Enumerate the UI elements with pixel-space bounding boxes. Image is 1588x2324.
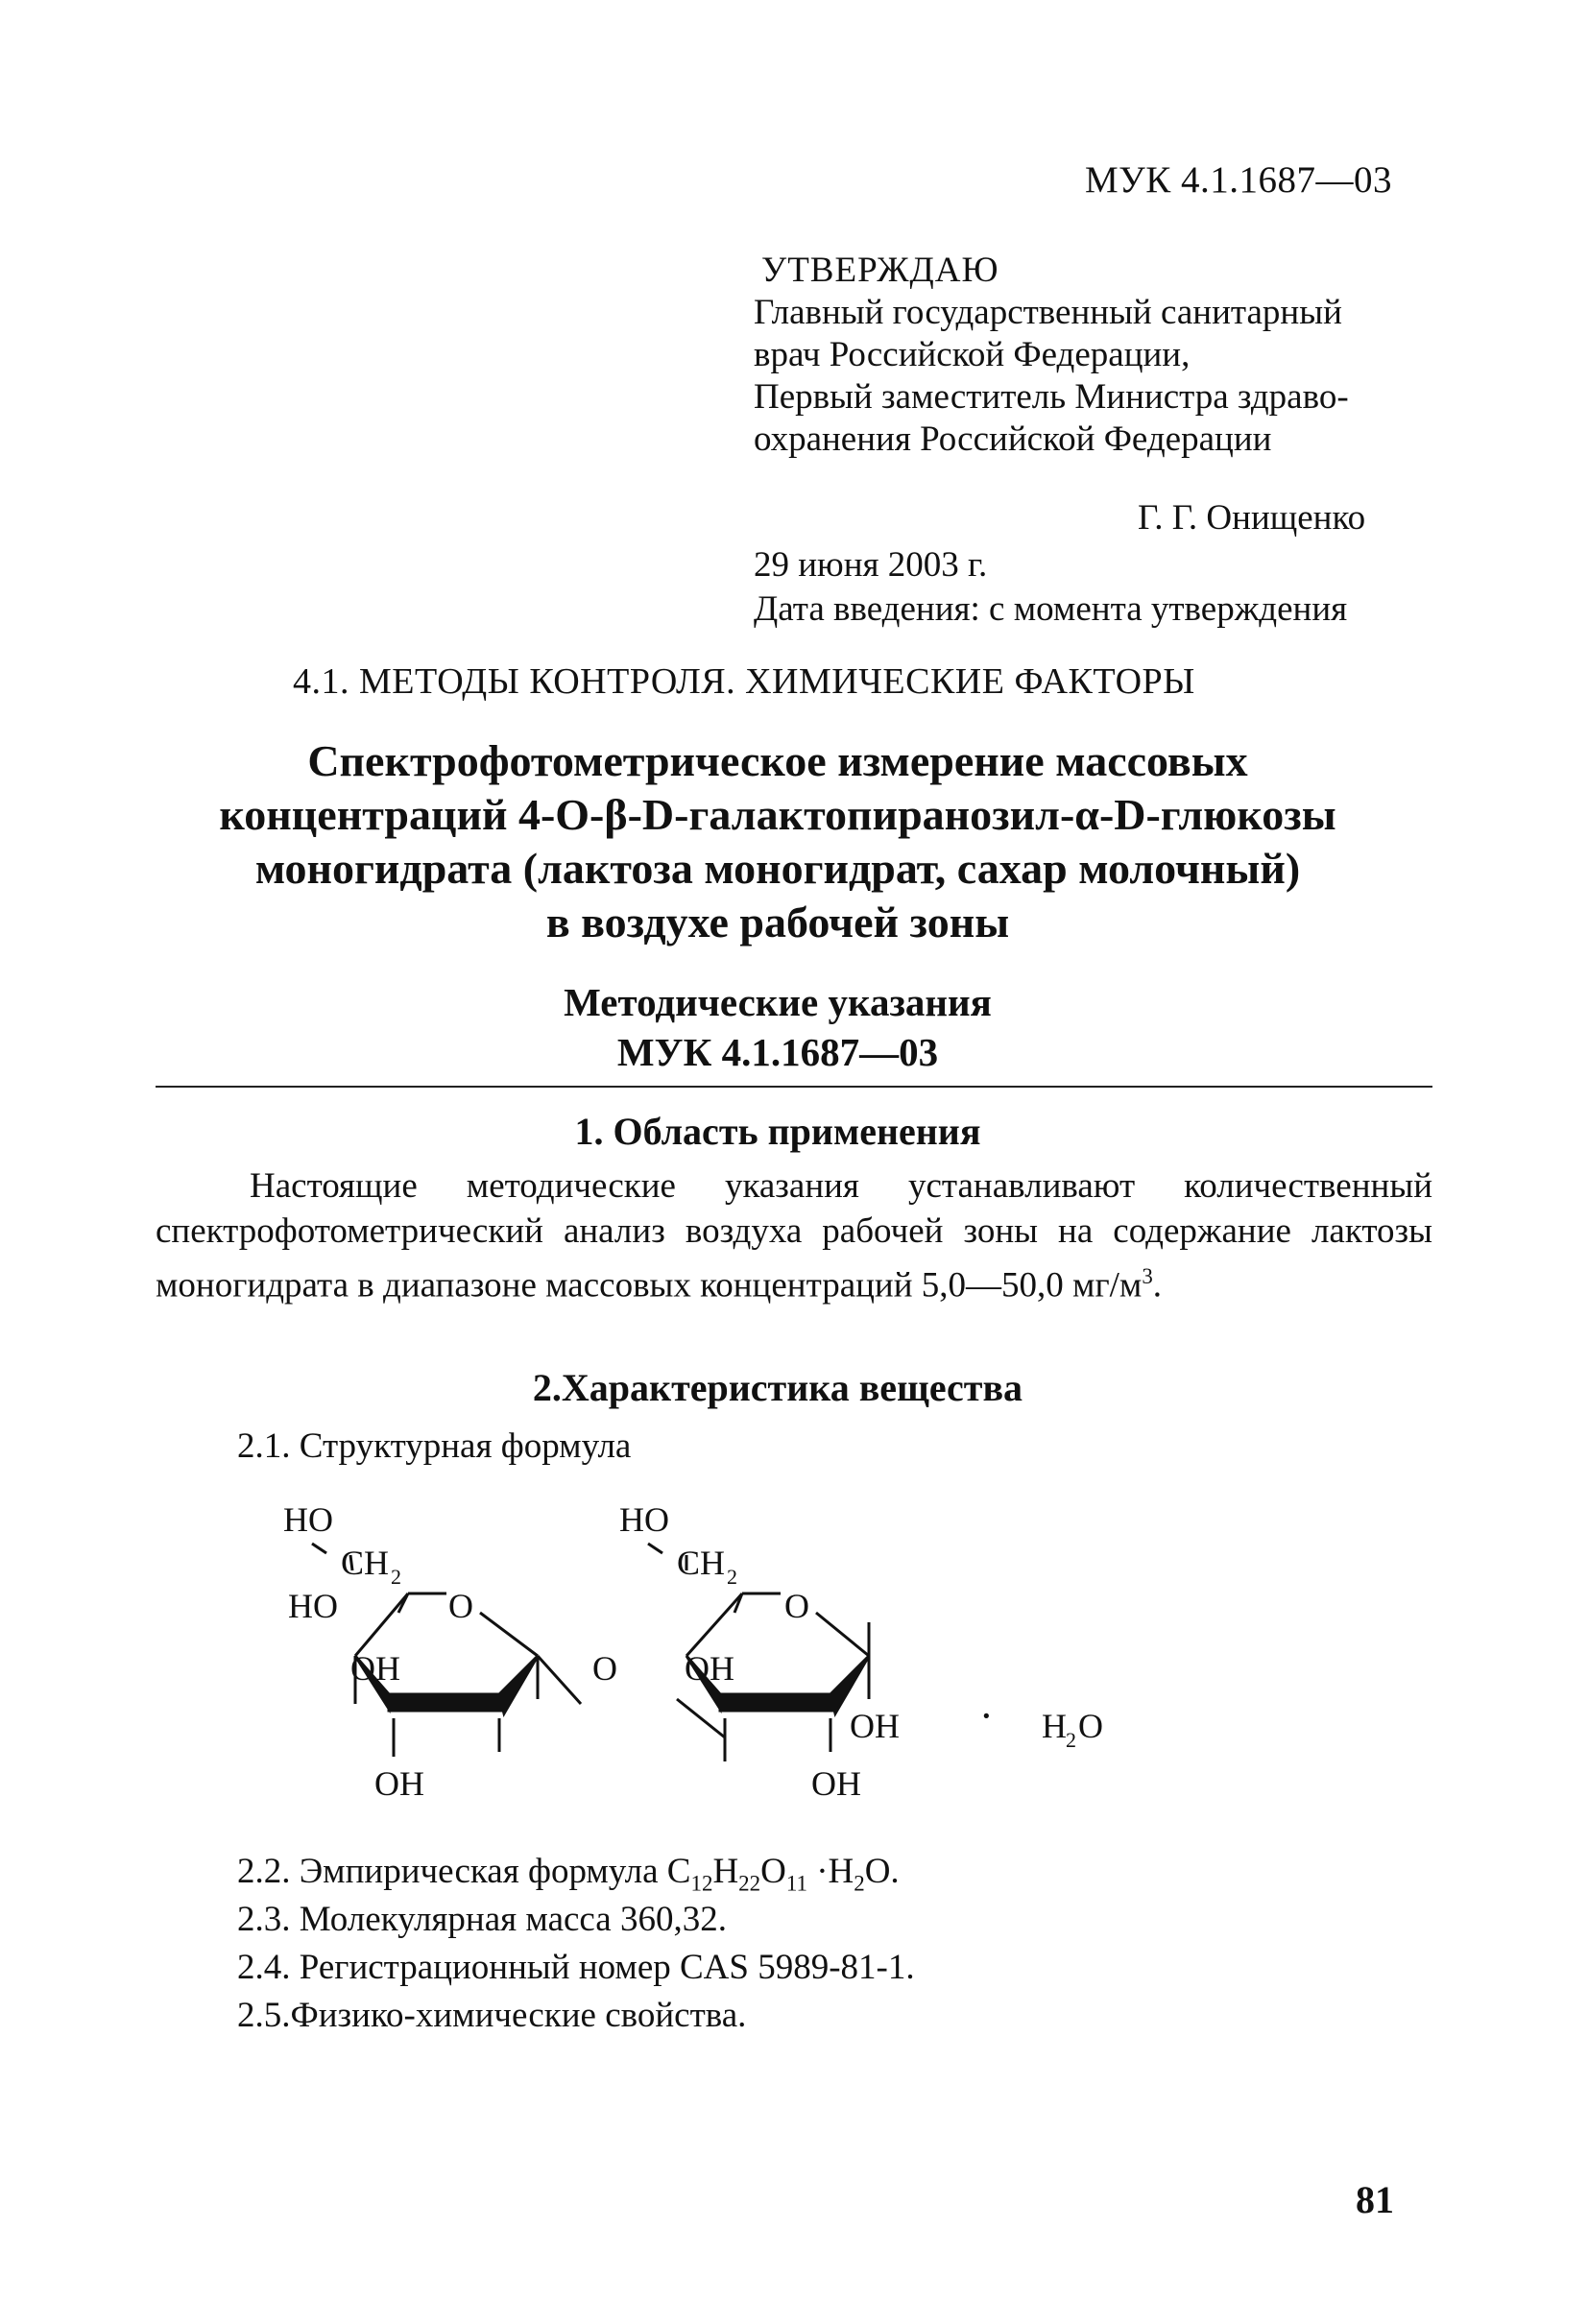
section-1-heading: 1. Область применения xyxy=(574,1110,981,1153)
subscript-label: 2 xyxy=(391,1565,401,1589)
date-block xyxy=(754,543,1347,632)
item-molecular-mass: 2.3. Молекулярная масса 360,32. xyxy=(237,1900,727,1939)
approval-block xyxy=(754,250,1349,461)
hydrate-dot: · xyxy=(979,1692,994,1739)
oxygen-count: 11 xyxy=(785,1871,807,1896)
item-structural-formula: 2.1. Структурная формула xyxy=(237,1426,632,1466)
hydrogen-count: 22 xyxy=(738,1871,761,1896)
title-line: Спектрофотометрическое измерение массовых xyxy=(307,736,1248,785)
subscript-label: 2 xyxy=(727,1565,737,1589)
approval-date: 29 июня 2003 г. xyxy=(754,545,988,585)
approval-line: Первый заместитель Министра здраво- xyxy=(754,377,1349,417)
water-hydrogen: ·H xyxy=(806,1852,854,1891)
guideline-code: МУК 4.1.1687—03 xyxy=(616,1030,939,1074)
sentence-end: . xyxy=(1152,1265,1163,1306)
atom-label: OH xyxy=(350,1649,400,1688)
atom-label: OH xyxy=(685,1649,734,1688)
document-title xyxy=(115,734,1440,949)
atom-label: O xyxy=(784,1587,809,1625)
section-1-text: Настоящие методические указания устанавливают количественный спектрофотометрический анализ воздуха рабочей зоны на содержание лактозы моногидрата в диапазоне массовых концентраций 5,0—50,0 мг/м xyxy=(156,1166,1432,1306)
title-line: в воздухе рабочей зоны xyxy=(545,898,1010,946)
page-number: 81 xyxy=(1356,2178,1394,2221)
item-empirical-formula xyxy=(237,1851,900,1896)
signer-name: Г. Г. Онищенко xyxy=(1138,498,1366,538)
formula-atoms xyxy=(283,1500,1103,1803)
item-cas-number: 2.4. Регистрационный номер CAS 5989-81-1. xyxy=(237,1948,915,1987)
carbon-count: 12 xyxy=(690,1871,713,1896)
title-line: моногидрата (лактоза моногидрат, сахар молочный) xyxy=(254,844,1301,893)
approval-line: Главный государственный санитарный xyxy=(754,293,1342,332)
hydrogen-symbol: H xyxy=(712,1852,739,1891)
subscript-label: 2 xyxy=(1066,1728,1076,1752)
structural-formula xyxy=(283,1478,1147,1843)
water-oxygen: O. xyxy=(864,1852,900,1891)
oxygen-symbol: O xyxy=(760,1852,786,1891)
introduction-date: Дата введения: с момента утверждения xyxy=(754,589,1348,629)
atom-label: OH xyxy=(811,1764,861,1803)
water-label: O xyxy=(1078,1707,1103,1745)
category-heading: 4.1. МЕТОДЫ КОНТРОЛЯ. ХИМИЧЕСКИЕ ФАКТОРЫ xyxy=(293,661,1195,702)
atom-label: HO xyxy=(288,1587,338,1625)
atom-label: O xyxy=(592,1649,617,1688)
approval-line: врач Российской Федерации, xyxy=(754,335,1191,374)
atom-label: OH xyxy=(374,1764,424,1803)
approval-line: охранения Российской Федерации xyxy=(754,419,1272,459)
guideline-designation xyxy=(115,977,1440,1077)
unit-superscript: 3 xyxy=(1142,1264,1153,1288)
horizontal-divider xyxy=(156,1086,1432,1088)
approval-heading: УТВЕРЖДАЮ xyxy=(761,251,999,290)
section-1-paragraph xyxy=(156,1163,1432,1307)
water-hydrogen-count: 2 xyxy=(854,1871,865,1896)
document-code: МУК 4.1.1687—03 xyxy=(1085,159,1393,201)
atom-label: OH xyxy=(850,1707,900,1745)
guideline-label: Методические указания xyxy=(564,980,992,1024)
atom-label: CH xyxy=(341,1544,390,1582)
water-label: H xyxy=(1042,1707,1067,1745)
atom-label: CH xyxy=(677,1544,726,1582)
atom-label: HO xyxy=(283,1500,333,1539)
atom-label: O xyxy=(448,1587,473,1625)
title-line: концентраций 4-О-β-D-галактопиранозил-α-D-глюкозы xyxy=(219,790,1336,839)
section-2-heading: 2.Характеристика вещества xyxy=(532,1366,1023,1409)
item-properties: 2.5.Физико-химические свойства. xyxy=(237,1996,747,2035)
empirical-prefix: 2.2. Эмпирическая формула C xyxy=(237,1852,691,1891)
atom-label: HO xyxy=(619,1500,669,1539)
